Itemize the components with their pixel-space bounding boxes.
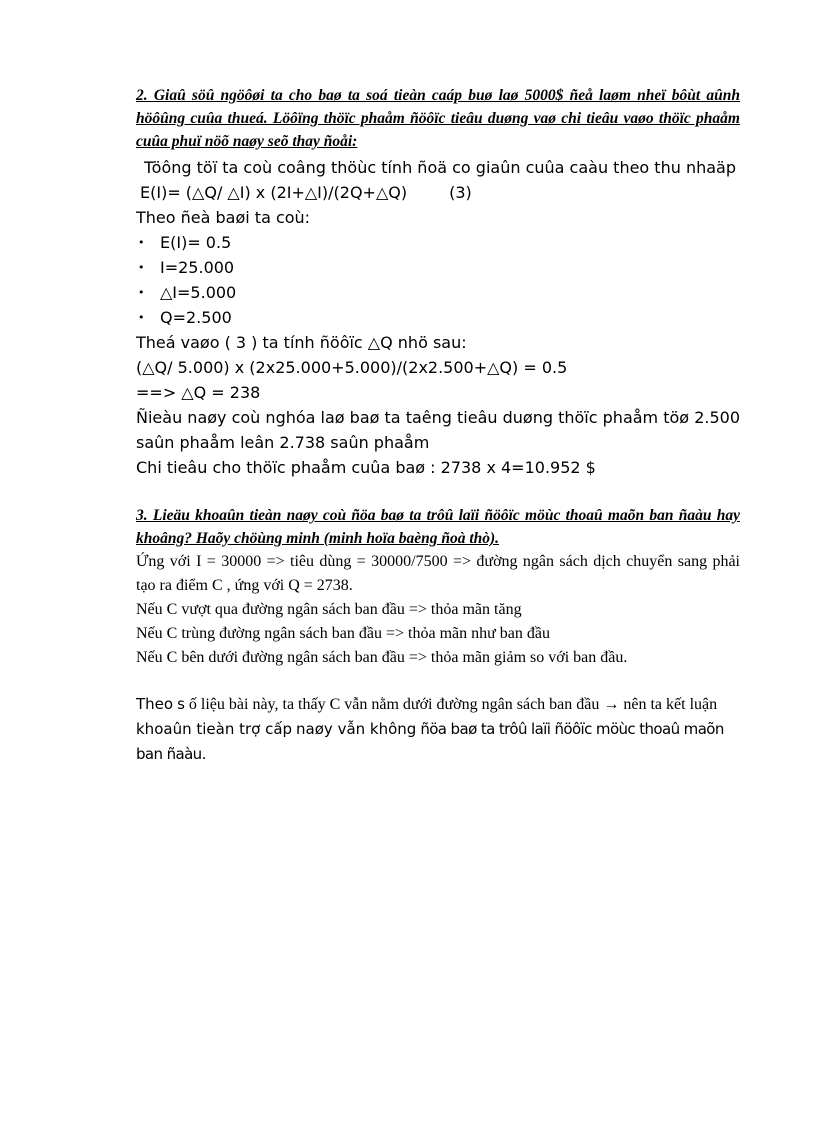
- given-label: Theo ñeà baøi ta coù:: [136, 208, 311, 227]
- spending-line: Chi tieâu cho thöïc phaåm cuûa baø : 2738 x 4=10.952 $: [136, 458, 596, 477]
- formula-line: [136, 180, 740, 205]
- spacer: [136, 670, 740, 692]
- document-page: [136, 84, 740, 767]
- substitute-line: Theá vaøo ( 3 ) ta tính ñöôïc △Q nhö sau:: [136, 333, 467, 352]
- given-item: • I=25.000: [136, 255, 740, 280]
- analysis-line-2: Nếu C vượt qua đường ngân sách ban đầu => thỏa mãn tăng: [136, 601, 522, 618]
- conclusion-part: ñöa baø ta trôû laïi ñöôïc möùc thoaû maõn ban ñaàu.: [136, 720, 724, 763]
- given-item: • △I=5.000: [136, 280, 740, 305]
- conclusion-part: khoaûn tieàn trợ cấp: [136, 720, 293, 738]
- result-line: ==> △Q = 238: [136, 383, 261, 402]
- conclusion-paragraph: [136, 692, 740, 767]
- intro-paragraph: Töông töï ta coù coâng thöùc tính ñoä co giaûn cuûa caàu theo thu nhaäp: [144, 158, 736, 177]
- spacer: [136, 480, 740, 504]
- conclusion-part: naøy vẫn không: [296, 720, 417, 738]
- conclusion-part: ố liệu bài này, ta thấy C vẫn nằm dưới đường ngân sách ban đầu: [188, 696, 600, 713]
- section-3-heading: 3. Lieäu khoaûn tieàn naøy coù ñöa baø ta trôû laïi ñöôïc möùc thoaû maõn ban ñaàu hay khoâng? Haõy chöùng minh (minh hoïa baèng ñoà thò).: [136, 507, 740, 547]
- analysis-line-1: Ứng với I = 30000 => tiêu dùng = 30000/7500 => đường ngân sách dịch chuyển sang phải tạo ra điểm C , ứng với Q = 2738.: [136, 553, 740, 594]
- formula-text: E(I)= (△Q/ △I) x (2I+△I)/(2Q+△Q): [140, 183, 408, 202]
- formula-tag: (3): [449, 183, 472, 202]
- equation-line: (△Q/ 5.000) x (2x25.000+5.000)/(2x2.500+△Q) = 0.5: [136, 358, 568, 377]
- arrow-icon: →: [603, 696, 620, 713]
- given-item: • Q=2.500: [136, 305, 740, 330]
- conclusion-part: nên ta kết luận: [623, 696, 718, 713]
- analysis-line-3: Nếu C trùng đường ngân sách ban đầu => thỏa mãn như ban đầu: [136, 625, 550, 642]
- conclusion-part: s: [177, 695, 185, 713]
- given-list: [136, 230, 740, 330]
- meaning-paragraph: Ñieàu naøy coù nghóa laø baø ta taêng tieâu duøng thöïc phaåm töø 2.500 saûn phaåm leân 2.738 saûn phaåm: [136, 408, 740, 452]
- conclusion-part: Theo: [136, 695, 174, 713]
- analysis-line-4: Nếu C bên dưới đường ngân sách ban đầu => thỏa mãn giảm so với ban đầu.: [136, 649, 628, 666]
- section-2-heading: 2. Giaû söû ngöôøi ta cho baø ta soá tieàn caáp buø laø 5000$ ñeå laøm nheï bôùt aûnh höôûng cuûa thueá. Löôïng thöïc phaåm ñöôïc tieâu duøng vaø chi tieâu vaøo thöïc phaåm cuûa phuï nöõ naøy seõ thay ñoåi:: [136, 87, 740, 150]
- given-item: • E(I)= 0.5: [136, 230, 740, 255]
